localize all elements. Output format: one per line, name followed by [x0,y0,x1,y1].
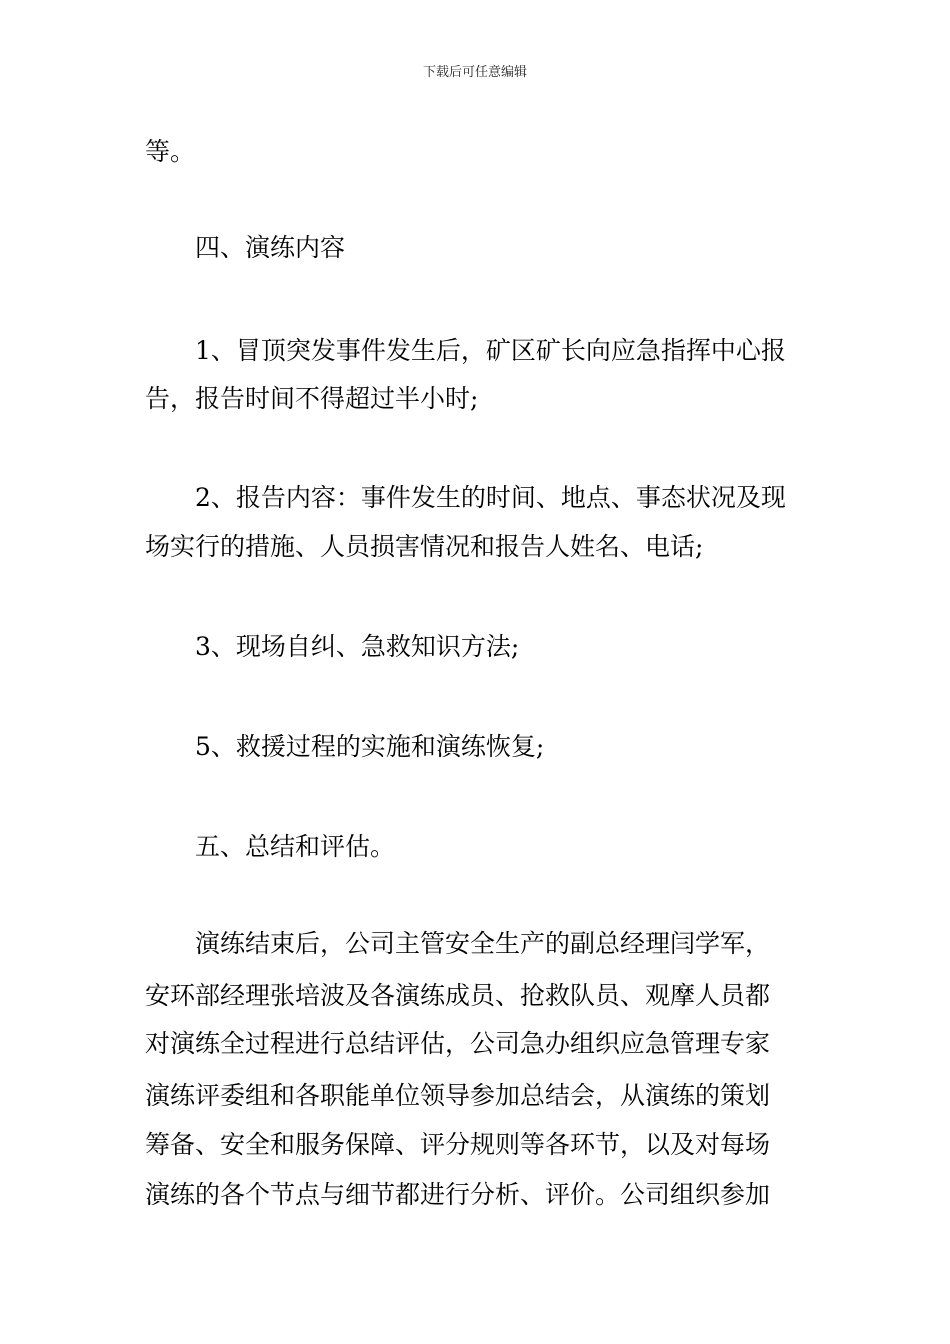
section-4-heading: 四、演练内容 [195,233,346,262]
summary-line-1: 演练结束后，公司主管安全生产的副总经理闫学军， [195,929,771,958]
item-2-line-2: 场实行的措施、人员损害情况和报告人姓名、电话; [145,532,704,561]
summary-line-4: 演练评委组和各职能单位领导参加总结会，从演练的策划 [145,1081,771,1110]
item-1-line-2: 告，报告时间不得超过半小时; [145,384,479,413]
item-5: 5、救援过程的实施和演练恢复; [195,732,545,761]
continuation-text: 等。 [145,137,196,166]
page-header: 下载后可任意编辑 [422,65,527,80]
summary-line-5: 筹备、安全和服务保障、评分规则等各环节，以及对每场 [145,1130,771,1159]
item-2-line-1: 2、报告内容：事件发生的时间、地点、事态状况及现 [195,483,786,512]
summary-line-2: 安环部经理张培波及各演练成员、抢救队员、观摩人员都 [145,981,771,1010]
summary-line-3: 对演练全过程进行总结评估，公司急办组织应急管理专家 [145,1029,771,1058]
item-1-line-1: 1、冒顶突发事件发生后，矿区矿长向应急指挥中心报 [195,336,786,365]
section-5-heading: 五、总结和评估。 [195,832,396,861]
item-3: 3、现场自纠、急救知识方法; [195,632,520,661]
summary-line-6: 演练的各个节点与细节都进行分析、评价。公司组织参加 [145,1180,771,1209]
